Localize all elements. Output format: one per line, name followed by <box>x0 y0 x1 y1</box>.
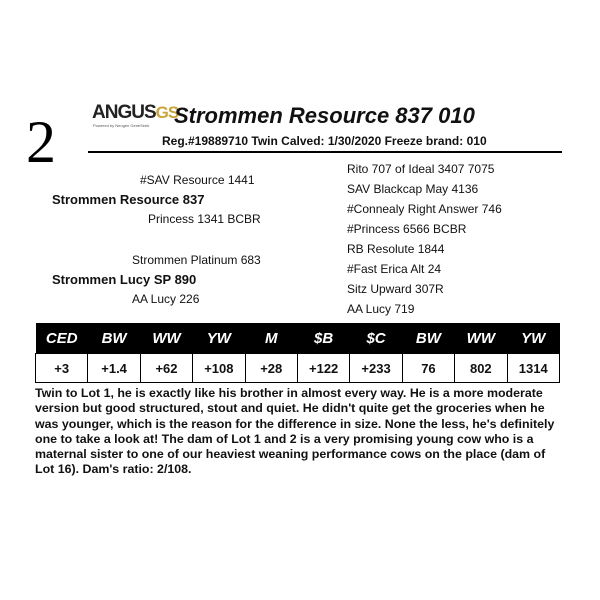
epd-value-row <box>36 354 560 383</box>
epd-value-c-index: +233 <box>350 354 402 383</box>
great-grand-1: Rito 707 of Ideal 3407 7075 <box>347 162 495 176</box>
actual-header-yw: YW <box>507 323 559 354</box>
great-grand-5: RB Resolute 1844 <box>347 242 445 256</box>
great-grand-7: Sitz Upward 307R <box>347 282 444 296</box>
actual-value-yw: 1314 <box>507 354 559 383</box>
epd-value-b-index: +122 <box>297 354 349 383</box>
logo-main-text: ANGUS <box>92 102 156 123</box>
dam-sire: Strommen Platinum 683 <box>132 253 261 267</box>
epd-value-ced: +3 <box>36 354 88 383</box>
angus-gs-logo <box>92 102 179 134</box>
sire-dam: Princess 1341 BCBR <box>148 212 261 226</box>
actual-header-ww: WW <box>455 323 507 354</box>
actual-value-bw: 76 <box>402 354 454 383</box>
epd-value-bw: +1.4 <box>88 354 140 383</box>
epd-header-row <box>36 323 560 354</box>
header-divider <box>88 151 562 153</box>
epd-value-m: +28 <box>245 354 297 383</box>
epd-header-c-index: $C <box>350 323 402 354</box>
great-grand-3: #Connealy Right Answer 746 <box>347 202 502 216</box>
epd-header-yw: YW <box>193 323 245 354</box>
logo-tagline: Powered by Neogen GeneSeek <box>93 123 150 128</box>
registration-line: Reg.#19889710 Twin Calved: 1/30/2020 Freeze brand: 010 <box>162 134 487 148</box>
actual-header-bw: BW <box>402 323 454 354</box>
epd-header-m: M <box>245 323 297 354</box>
lot-description: Twin to Lot 1, he is exactly like his brother in almost every way. He is a more moderate version but good structured, stout and quiet. He didn't quite get the groceries when he was younger, which is the reason for the difference in size. None the less, he's definitely one to take a look at! The dam of Lot 1 and 2 is a very promising young cow who is a maternal sister to one of our heaviest weaning performance cows on the place (dam of Lot 16). Dam's ratio: 2/108. <box>35 386 555 477</box>
sire: Strommen Resource 837 <box>52 192 205 207</box>
epd-header-ced: CED <box>36 323 88 354</box>
actual-value-ww: 802 <box>455 354 507 383</box>
lot-number: 2 <box>26 109 56 175</box>
great-grand-8: AA Lucy 719 <box>347 302 415 316</box>
epd-table <box>35 323 560 383</box>
epd-value-yw: +108 <box>193 354 245 383</box>
sire-sire: #SAV Resource 1441 <box>140 173 255 187</box>
dam-dam: AA Lucy 226 <box>132 292 200 306</box>
epd-header-ww: WW <box>140 323 192 354</box>
great-grand-2: SAV Blackcap May 4136 <box>347 182 479 196</box>
great-grand-6: #Fast Erica Alt 24 <box>347 262 442 276</box>
epd-header-bw: BW <box>88 323 140 354</box>
dam: Strommen Lucy SP 890 <box>52 272 197 287</box>
epd-value-ww: +62 <box>140 354 192 383</box>
logo-accent-text: GS <box>155 103 179 122</box>
great-grand-4: #Princess 6566 BCBR <box>347 222 467 236</box>
epd-header-b-index: $B <box>297 323 349 354</box>
animal-title: Strommen Resource 837 010 <box>174 103 475 128</box>
